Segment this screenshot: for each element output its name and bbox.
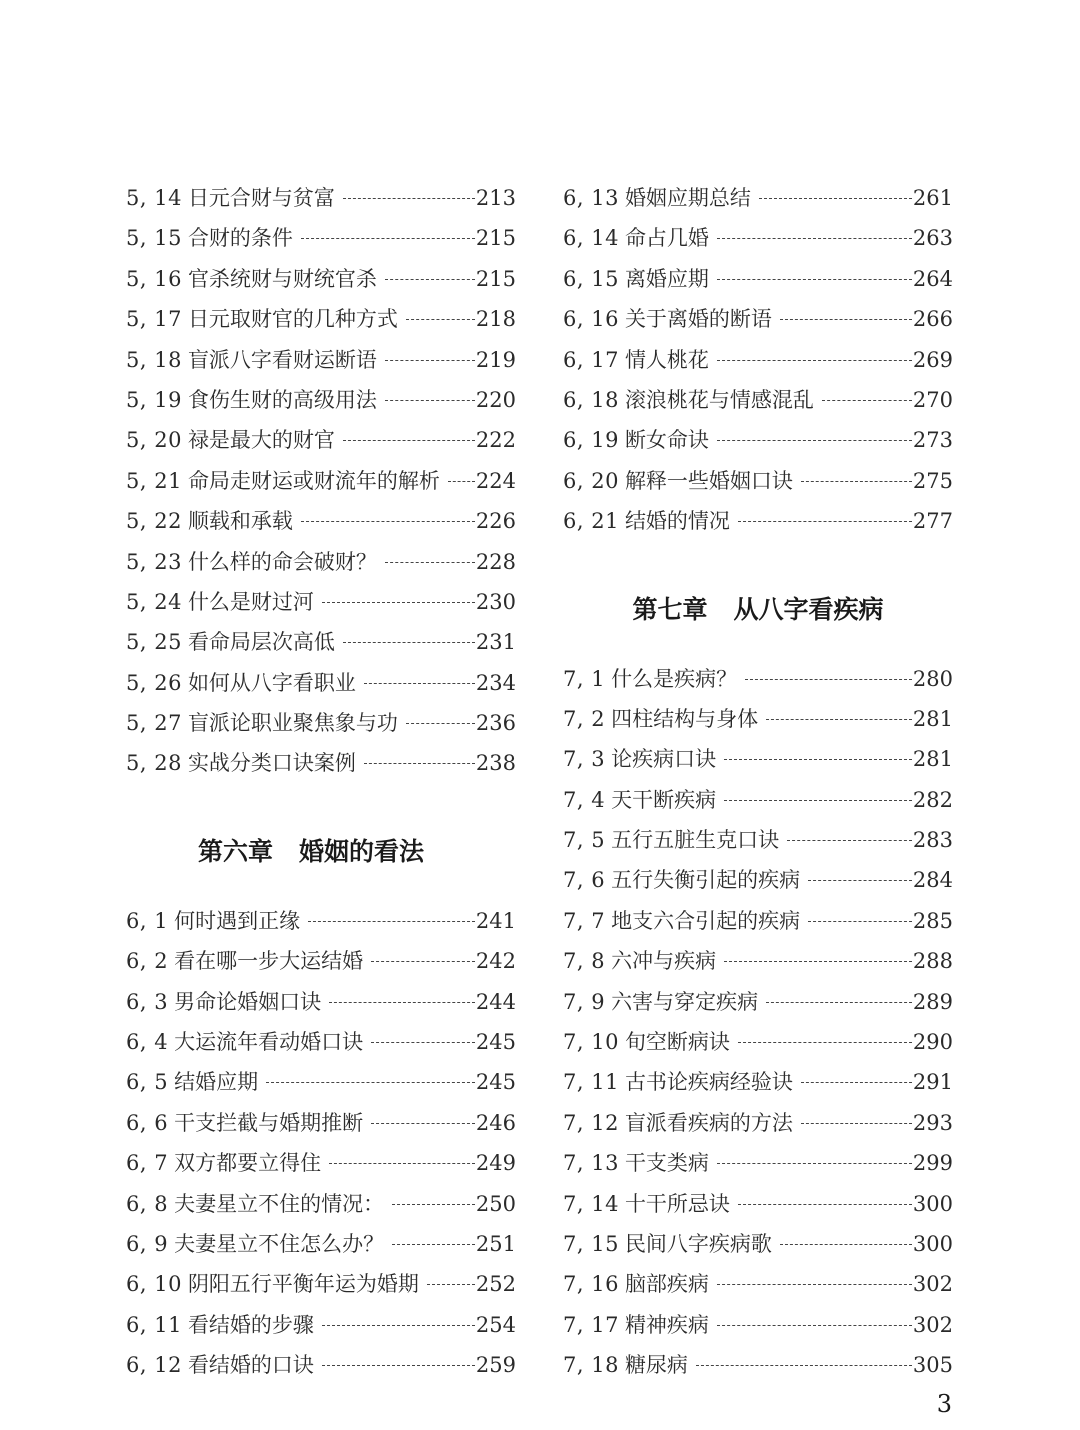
toc-right-column bbox=[563, 182, 953, 1390]
toc-entry bbox=[563, 1188, 953, 1228]
section-number: 7, 11 bbox=[563, 1070, 619, 1095]
page-ref: 289 bbox=[912, 989, 953, 1014]
dash-leader bbox=[759, 198, 912, 199]
section-title: 脑部疾病 bbox=[624, 1272, 709, 1297]
dash-leader bbox=[392, 1244, 475, 1245]
toc-entry bbox=[563, 424, 953, 464]
dash-leader bbox=[364, 683, 475, 684]
toc-entry bbox=[126, 626, 516, 666]
section-title: 六冲与疾病 bbox=[611, 949, 717, 974]
section-number: 6, 15 bbox=[563, 266, 619, 291]
toc-entry bbox=[563, 1349, 953, 1389]
section-title: 五行失衡引起的疾病 bbox=[611, 868, 801, 893]
section-number: 5, 17 bbox=[126, 307, 182, 332]
section-number: 6, 7 bbox=[126, 1151, 169, 1176]
section-title: 日元合财与贫富 bbox=[187, 186, 335, 210]
section-title: 情人桃花 bbox=[624, 347, 709, 372]
page-ref: 254 bbox=[475, 1312, 516, 1337]
section-number: 7, 16 bbox=[563, 1272, 619, 1297]
chapter-heading: 第六章 婚姻的看法 bbox=[197, 836, 425, 866]
section-title: 大运流年看动婚口诀 bbox=[174, 1030, 364, 1055]
toc-entry bbox=[563, 465, 953, 505]
section-title: 合财的条件 bbox=[187, 226, 293, 251]
toc-entry bbox=[126, 465, 516, 505]
toc-entry bbox=[563, 1147, 953, 1187]
section-title: 男命论婚姻口诀 bbox=[174, 989, 322, 1014]
section-title: 六害与穿定疾病 bbox=[611, 989, 759, 1014]
toc-entry bbox=[126, 1268, 516, 1308]
page-ref: 263 bbox=[912, 226, 953, 251]
section-number: 5, 27 bbox=[126, 711, 182, 736]
page-ref: 215 bbox=[475, 226, 516, 251]
section-title: 禄是最大的财官 bbox=[187, 428, 335, 453]
dash-leader bbox=[343, 440, 475, 441]
section-number: 5, 26 bbox=[126, 670, 182, 695]
page-ref: 259 bbox=[475, 1353, 516, 1378]
section-number: 5, 23 bbox=[126, 549, 182, 574]
toc-entry bbox=[563, 864, 953, 904]
page-ref: 231 bbox=[475, 630, 516, 655]
dash-leader bbox=[717, 1163, 912, 1164]
toc-entry bbox=[126, 747, 516, 787]
page-ref: 250 bbox=[475, 1191, 516, 1216]
section-title: 什么是疾病？ bbox=[611, 666, 738, 691]
section-title: 地支六合引起的疾病 bbox=[611, 908, 801, 933]
toc-entry bbox=[126, 1228, 516, 1268]
section-title: 食伤生财的高级用法 bbox=[187, 387, 377, 412]
section-title: 盲派看疾病的方法 bbox=[624, 1110, 793, 1135]
dash-leader bbox=[724, 961, 912, 962]
section-number: 7, 10 bbox=[563, 1030, 619, 1055]
toc-entry bbox=[126, 424, 516, 464]
dash-leader bbox=[808, 880, 912, 881]
page-ref: 281 bbox=[912, 747, 953, 772]
section-number: 7, 17 bbox=[563, 1312, 619, 1337]
dash-leader bbox=[392, 1204, 475, 1205]
toc-entry bbox=[126, 986, 516, 1026]
section-title: 顺载和承载 bbox=[187, 509, 293, 534]
section-number: 6, 10 bbox=[126, 1272, 182, 1297]
section-title: 天干断疾病 bbox=[611, 787, 717, 812]
page-ref: 241 bbox=[475, 908, 516, 933]
section-title: 看命局层次高低 bbox=[187, 630, 335, 655]
dash-leader bbox=[371, 1123, 475, 1124]
section-title: 看结婚的步骤 bbox=[187, 1312, 314, 1337]
section-number: 6, 6 bbox=[126, 1110, 169, 1135]
section-title: 如何从八字看职业 bbox=[187, 670, 356, 695]
dash-leader bbox=[371, 961, 475, 962]
toc-entry bbox=[126, 1066, 516, 1106]
section-number: 6, 20 bbox=[563, 468, 619, 493]
section-number: 6, 13 bbox=[563, 186, 619, 210]
toc-entry bbox=[126, 263, 516, 303]
section-number: 7, 12 bbox=[563, 1110, 619, 1135]
section-title: 古书论疾病经验诀 bbox=[624, 1070, 793, 1095]
section-title: 解释一些婚姻口诀 bbox=[624, 468, 793, 493]
page-ref: 218 bbox=[475, 307, 516, 332]
section-number: 5, 14 bbox=[126, 186, 182, 210]
page-ref: 230 bbox=[475, 589, 516, 614]
page-ref: 288 bbox=[912, 949, 953, 974]
page-ref: 283 bbox=[912, 828, 953, 853]
page-ref: 282 bbox=[912, 787, 953, 812]
toc-entry bbox=[563, 505, 953, 545]
toc-entry bbox=[563, 1228, 953, 1268]
toc-entry bbox=[126, 905, 516, 945]
section-number: 7, 9 bbox=[563, 989, 606, 1014]
section-title: 日元取财官的几种方式 bbox=[187, 307, 398, 332]
toc-entry bbox=[126, 1026, 516, 1066]
page-ref: 228 bbox=[475, 549, 516, 574]
section-number: 5, 25 bbox=[126, 630, 182, 655]
page-ref: 224 bbox=[475, 468, 516, 493]
toc-entry bbox=[126, 945, 516, 985]
section-number: 6, 1 bbox=[126, 908, 169, 933]
section-number: 6, 17 bbox=[563, 347, 619, 372]
page-ref: 213 bbox=[475, 186, 516, 210]
dash-leader bbox=[266, 1082, 475, 1083]
page-ref: 219 bbox=[475, 347, 516, 372]
dash-leader bbox=[364, 763, 475, 764]
toc-entry bbox=[126, 546, 516, 586]
dash-leader bbox=[808, 921, 912, 922]
section-number: 6, 12 bbox=[126, 1353, 182, 1378]
section-number: 7, 1 bbox=[563, 666, 606, 691]
page-ref: 290 bbox=[912, 1030, 953, 1055]
section-title: 滚浪桃花与情感混乱 bbox=[624, 387, 814, 412]
section-number: 5, 15 bbox=[126, 226, 182, 251]
toc-entry bbox=[126, 505, 516, 545]
page-ref: 222 bbox=[475, 428, 516, 453]
page-ref: 280 bbox=[912, 666, 953, 691]
section-title: 盲派论职业聚焦象与功 bbox=[187, 711, 398, 736]
section-number: 6, 8 bbox=[126, 1191, 169, 1216]
dash-leader bbox=[385, 279, 475, 280]
dash-leader bbox=[696, 1365, 912, 1366]
dash-leader bbox=[308, 921, 475, 922]
toc-entry bbox=[126, 1147, 516, 1187]
page-ref: 299 bbox=[912, 1151, 953, 1176]
section-number: 5, 22 bbox=[126, 509, 182, 534]
toc-entry bbox=[563, 784, 953, 824]
section-number: 5, 28 bbox=[126, 751, 182, 776]
section-title: 阴阳五行平衡年运为婚期 bbox=[187, 1272, 419, 1297]
dash-leader bbox=[385, 360, 475, 361]
section-title: 什么是财过河 bbox=[187, 589, 314, 614]
section-number: 7, 3 bbox=[563, 747, 606, 772]
section-number: 6, 3 bbox=[126, 989, 169, 1014]
page-ref: 251 bbox=[475, 1231, 516, 1256]
dash-leader bbox=[766, 719, 912, 720]
dash-leader bbox=[406, 319, 475, 320]
dash-leader bbox=[717, 1325, 912, 1326]
dash-leader bbox=[724, 759, 912, 760]
toc-entry bbox=[126, 344, 516, 384]
section-number: 6, 19 bbox=[563, 428, 619, 453]
page-ref: 245 bbox=[475, 1030, 516, 1055]
section-number: 6, 5 bbox=[126, 1070, 169, 1095]
dash-leader bbox=[448, 481, 475, 482]
toc-entry bbox=[563, 303, 953, 343]
section-number: 5, 24 bbox=[126, 589, 182, 614]
page-ref: 245 bbox=[475, 1070, 516, 1095]
page-ref: 300 bbox=[912, 1231, 953, 1256]
dash-leader bbox=[322, 1365, 475, 1366]
page-ref: 269 bbox=[912, 347, 953, 372]
dash-leader bbox=[385, 562, 475, 563]
section-number: 6, 21 bbox=[563, 509, 619, 534]
section-number: 7, 13 bbox=[563, 1151, 619, 1176]
toc-entry bbox=[563, 182, 953, 222]
page-ref: 242 bbox=[475, 949, 516, 974]
section-title: 五行五脏生克口诀 bbox=[611, 828, 780, 853]
section-title: 命占几婚 bbox=[624, 226, 709, 251]
dash-leader bbox=[801, 481, 912, 482]
toc-entry bbox=[563, 344, 953, 384]
toc-entry bbox=[563, 222, 953, 262]
page-ref: 252 bbox=[475, 1272, 516, 1297]
section-title: 何时遇到正缘 bbox=[174, 908, 301, 933]
section-title: 结婚的情况 bbox=[624, 509, 730, 534]
section-number: 7, 5 bbox=[563, 828, 606, 853]
dash-leader bbox=[717, 440, 912, 441]
section-title: 糖尿病 bbox=[624, 1353, 688, 1378]
toc-entry bbox=[126, 1349, 516, 1389]
toc-entry bbox=[563, 905, 953, 945]
dash-leader bbox=[766, 1002, 912, 1003]
toc-list bbox=[126, 905, 516, 1390]
dash-leader bbox=[343, 198, 475, 199]
section-number: 7, 2 bbox=[563, 706, 606, 731]
toc-entry bbox=[563, 945, 953, 985]
page-ref: 238 bbox=[475, 751, 516, 776]
section-title: 看结婚的口诀 bbox=[187, 1353, 314, 1378]
toc-entry bbox=[126, 1188, 516, 1228]
section-title: 双方都要立得住 bbox=[174, 1151, 322, 1176]
toc-entry bbox=[563, 1026, 953, 1066]
dash-leader bbox=[822, 400, 912, 401]
toc-entry bbox=[563, 1268, 953, 1308]
section-title: 干支拦截与婚期推断 bbox=[174, 1110, 364, 1135]
dash-leader bbox=[329, 1002, 475, 1003]
section-number: 7, 7 bbox=[563, 908, 606, 933]
page-ref: 264 bbox=[912, 266, 953, 291]
page-ref: 273 bbox=[912, 428, 953, 453]
toc-entry bbox=[126, 222, 516, 262]
section-number: 6, 4 bbox=[126, 1030, 169, 1055]
dash-leader bbox=[406, 723, 475, 724]
section-number: 5, 18 bbox=[126, 347, 182, 372]
section-number: 5, 19 bbox=[126, 387, 182, 412]
section-title: 夫妻星立不住的情况： bbox=[174, 1191, 385, 1216]
section-number: 7, 6 bbox=[563, 868, 606, 893]
section-title: 十干所忌诀 bbox=[624, 1191, 730, 1216]
page-ref: 285 bbox=[912, 908, 953, 933]
dash-leader bbox=[780, 319, 912, 320]
dash-leader bbox=[738, 521, 912, 522]
toc-entry bbox=[563, 1066, 953, 1106]
dash-leader bbox=[724, 800, 912, 801]
dash-leader bbox=[738, 1204, 912, 1205]
page-ref: 275 bbox=[912, 468, 953, 493]
page-ref: 220 bbox=[475, 387, 516, 412]
toc-entry bbox=[126, 707, 516, 747]
dash-leader bbox=[745, 679, 912, 680]
section-title: 四柱结构与身体 bbox=[611, 706, 759, 731]
dash-leader bbox=[780, 1244, 912, 1245]
dash-leader bbox=[427, 1284, 475, 1285]
page-ref: 300 bbox=[912, 1191, 953, 1216]
section-title: 干支类病 bbox=[624, 1151, 709, 1176]
dash-leader bbox=[787, 840, 912, 841]
page-ref: 302 bbox=[912, 1272, 953, 1297]
section-number: 6, 2 bbox=[126, 949, 169, 974]
section-number: 7, 15 bbox=[563, 1231, 619, 1256]
section-title: 旬空断病诀 bbox=[624, 1030, 730, 1055]
page-ref: 261 bbox=[912, 186, 953, 210]
toc-entry bbox=[563, 1309, 953, 1349]
page-ref: 236 bbox=[475, 711, 516, 736]
toc-list bbox=[563, 663, 953, 1390]
page-ref: 305 bbox=[912, 1353, 953, 1378]
section-number: 5, 20 bbox=[126, 428, 182, 453]
section-title: 什么样的命会破财？ bbox=[187, 549, 377, 574]
dash-leader bbox=[301, 238, 475, 239]
section-title: 断女命诀 bbox=[624, 428, 709, 453]
dash-leader bbox=[322, 602, 475, 603]
dash-leader bbox=[322, 1325, 475, 1326]
page-ref: 244 bbox=[475, 989, 516, 1014]
page-ref: 249 bbox=[475, 1151, 516, 1176]
dash-leader bbox=[717, 279, 912, 280]
toc-entry bbox=[126, 303, 516, 343]
toc-entry bbox=[563, 824, 953, 864]
section-number: 7, 14 bbox=[563, 1191, 619, 1216]
section-title: 民间八字疾病歌 bbox=[624, 1231, 772, 1256]
dash-leader bbox=[801, 1082, 912, 1083]
toc-entry bbox=[563, 986, 953, 1026]
toc-left-column bbox=[126, 182, 516, 1390]
section-title: 夫妻星立不住怎么办？ bbox=[174, 1231, 385, 1256]
toc-entry bbox=[126, 667, 516, 707]
toc-entry bbox=[126, 1107, 516, 1147]
toc-entry bbox=[563, 663, 953, 703]
toc-entry bbox=[126, 182, 516, 222]
section-title: 结婚应期 bbox=[174, 1070, 259, 1095]
toc-entry bbox=[126, 586, 516, 626]
page-number: 3 bbox=[936, 1390, 952, 1418]
dash-leader bbox=[801, 1123, 912, 1124]
section-title: 论疾病口诀 bbox=[611, 747, 717, 772]
dash-leader bbox=[343, 642, 475, 643]
page-ref: 266 bbox=[912, 307, 953, 332]
page-ref: 270 bbox=[912, 387, 953, 412]
section-title: 离婚应期 bbox=[624, 266, 709, 291]
page-ref: 284 bbox=[912, 868, 953, 893]
dash-leader bbox=[329, 1163, 475, 1164]
toc-entry bbox=[563, 1107, 953, 1147]
page-ref: 215 bbox=[475, 266, 516, 291]
section-number: 6, 9 bbox=[126, 1231, 169, 1256]
toc-entry bbox=[126, 1309, 516, 1349]
page-ref: 277 bbox=[912, 509, 953, 534]
section-number: 7, 8 bbox=[563, 949, 606, 974]
dash-leader bbox=[717, 238, 912, 239]
toc-entry bbox=[563, 384, 953, 424]
toc-entry bbox=[563, 743, 953, 783]
section-number: 6, 18 bbox=[563, 387, 619, 412]
section-number: 5, 16 bbox=[126, 266, 182, 291]
section-number: 6, 16 bbox=[563, 307, 619, 332]
section-title: 看在哪一步大运结婚 bbox=[174, 949, 364, 974]
section-number: 7, 4 bbox=[563, 787, 606, 812]
dash-leader bbox=[371, 1042, 475, 1043]
page-ref: 234 bbox=[475, 670, 516, 695]
toc-list bbox=[563, 182, 953, 546]
section-title: 盲派八字看财运断语 bbox=[187, 347, 377, 372]
page-ref: 246 bbox=[475, 1110, 516, 1135]
section-number: 6, 14 bbox=[563, 226, 619, 251]
page-ref: 293 bbox=[912, 1110, 953, 1135]
toc-entry bbox=[126, 384, 516, 424]
section-title: 实战分类口诀案例 bbox=[187, 751, 356, 776]
page-ref: 226 bbox=[475, 509, 516, 534]
toc-list bbox=[126, 182, 516, 788]
page-ref: 302 bbox=[912, 1312, 953, 1337]
dash-leader bbox=[385, 400, 475, 401]
toc-entry bbox=[563, 263, 953, 303]
dash-leader bbox=[717, 1284, 912, 1285]
chapter-heading: 第七章 从八字看疾病 bbox=[632, 594, 884, 624]
section-title: 官杀统财与财统官杀 bbox=[187, 266, 377, 291]
dash-leader bbox=[301, 521, 475, 522]
section-title: 精神疾病 bbox=[624, 1312, 709, 1337]
dash-leader bbox=[738, 1042, 912, 1043]
section-title: 命局走财运或财流年的解析 bbox=[187, 468, 440, 493]
section-number: 5, 21 bbox=[126, 468, 182, 493]
section-number: 7, 18 bbox=[563, 1353, 619, 1378]
page-ref: 281 bbox=[912, 706, 953, 731]
page-ref: 291 bbox=[912, 1070, 953, 1095]
dash-leader bbox=[717, 360, 912, 361]
section-title: 关于离婚的断语 bbox=[624, 307, 772, 332]
toc-entry bbox=[563, 703, 953, 743]
section-number: 6, 11 bbox=[126, 1312, 182, 1337]
section-title: 婚姻应期总结 bbox=[624, 186, 751, 210]
